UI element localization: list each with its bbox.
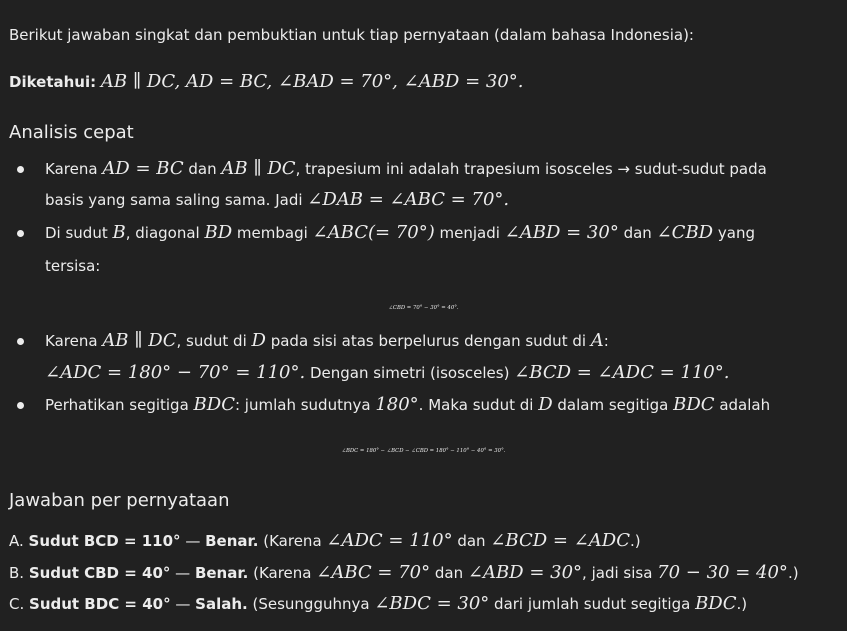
text: , jadi sisa bbox=[582, 564, 658, 582]
answer-b bbox=[9, 562, 799, 584]
analysis-bullet-1 bbox=[45, 158, 767, 180]
text: membagi bbox=[232, 224, 313, 242]
text: dan bbox=[183, 160, 222, 178]
text: dari jumlah sudut segitiga bbox=[489, 595, 696, 613]
text: Perhatikan segitiga bbox=[45, 396, 194, 414]
text: . Maka sudut di bbox=[418, 396, 539, 414]
math: BD bbox=[204, 222, 233, 243]
answer-c bbox=[9, 593, 747, 615]
equation-bdc: ∠BDC = 180° − ∠BCD − ∠CBD = 180° − 110° − 40° = 30°. bbox=[341, 448, 506, 454]
dash: — bbox=[170, 564, 195, 582]
text: , diagonal bbox=[125, 224, 205, 242]
prefix: A. bbox=[9, 532, 29, 550]
text: , sudut di bbox=[176, 332, 252, 350]
math: BDC bbox=[695, 593, 737, 614]
text: .) bbox=[736, 595, 748, 613]
text: (Karena bbox=[248, 564, 317, 582]
given-math: AB ∥ DC, AD = BC, ∠BAD = 70°, ∠ABD = 30°. bbox=[100, 71, 524, 92]
analysis-bullet-3 bbox=[45, 330, 609, 352]
given-line bbox=[9, 71, 524, 93]
bullet-dot bbox=[17, 402, 24, 409]
math: ∠ABD = 30° bbox=[467, 562, 583, 583]
math: BDC bbox=[193, 394, 235, 415]
equation-cbd: ∠CBD = 70° − 30° = 40°. bbox=[388, 305, 459, 311]
text: yang bbox=[713, 224, 755, 242]
text: (Karena bbox=[258, 532, 327, 550]
bullet-dot bbox=[17, 230, 24, 237]
analysis-bullet-2-cont: tersisa: bbox=[45, 257, 101, 275]
math: B bbox=[112, 222, 126, 243]
math: AB ∥ DC bbox=[221, 158, 296, 179]
prefix: C. bbox=[9, 595, 30, 613]
text: dan bbox=[430, 564, 468, 582]
text: adalah bbox=[714, 396, 771, 414]
math: AB ∥ DC bbox=[102, 330, 177, 351]
math: 70 − 30 = 40° bbox=[657, 562, 788, 583]
analysis-bullet-2 bbox=[45, 222, 755, 244]
verdict: Benar. bbox=[194, 564, 249, 582]
text: .) bbox=[630, 532, 641, 550]
text: Karena bbox=[45, 332, 103, 350]
text: (Sesungguhnya bbox=[247, 595, 375, 613]
text: menjadi bbox=[434, 224, 505, 242]
math: ∠ADC = 180° − 70° = 110°. bbox=[45, 362, 306, 383]
text: dan bbox=[618, 224, 657, 242]
math: ∠ABC = 70° bbox=[316, 562, 431, 583]
text: dan bbox=[452, 532, 491, 550]
math: 180° bbox=[375, 394, 419, 415]
statement: Sudut BCD = 110° bbox=[28, 532, 181, 550]
math: ∠BCD = ∠ADC bbox=[490, 530, 631, 551]
prefix: B. bbox=[9, 564, 29, 582]
math: ∠DAB = ∠ABC = 70°. bbox=[307, 189, 510, 210]
verdict: Benar. bbox=[205, 532, 259, 550]
text: : bbox=[603, 332, 609, 350]
analysis-bullet-3-cont bbox=[45, 362, 729, 384]
math: A bbox=[590, 330, 604, 351]
bullet-dot bbox=[17, 166, 24, 173]
text: Di sudut bbox=[45, 224, 113, 242]
answer-a bbox=[9, 530, 641, 552]
statement: Sudut BDC = 40° bbox=[29, 595, 171, 613]
analysis-bullet-4 bbox=[45, 394, 770, 416]
text: : jumlah sudutnya bbox=[234, 396, 376, 414]
analysis-heading: Analisis cepat bbox=[9, 122, 134, 143]
math: AD = BC bbox=[102, 158, 184, 179]
math: ∠ABD = 30° bbox=[504, 222, 619, 243]
text: basis yang sama saling sama. Jadi bbox=[45, 191, 308, 209]
text: pada sisi atas berpelurus dengan sudut di bbox=[265, 332, 591, 350]
answers-heading: Jawaban per pernyataan bbox=[9, 490, 230, 511]
given-label: Diketahui: bbox=[9, 73, 97, 91]
text: Dengan simetri (isosceles) bbox=[305, 364, 515, 382]
math: D bbox=[251, 330, 266, 351]
text: Karena bbox=[45, 160, 103, 178]
intro-text: Berikut jawaban singkat dan pembuktian untuk tiap pernyataan (dalam bahasa Indonesia): bbox=[9, 26, 694, 44]
text: dalam segitiga bbox=[552, 396, 674, 414]
verdict: Salah. bbox=[195, 595, 248, 613]
math: ∠BDC = 30° bbox=[374, 593, 490, 614]
math: ∠BCD = ∠ADC = 110°. bbox=[514, 362, 730, 383]
dash: — bbox=[180, 532, 206, 550]
text: .) bbox=[787, 564, 799, 582]
analysis-bullet-1-cont bbox=[45, 189, 509, 211]
math: D bbox=[538, 394, 553, 415]
dash: — bbox=[170, 595, 196, 613]
math: ∠CBD bbox=[656, 222, 714, 243]
statement: Sudut CBD = 40° bbox=[28, 564, 171, 582]
math: BDC bbox=[673, 394, 715, 415]
bullet-dot bbox=[17, 338, 24, 345]
text: , trapesium ini adalah trapesium isosceles → sudut-sudut pada bbox=[295, 160, 767, 178]
math: ∠ABC(= 70°) bbox=[312, 222, 435, 243]
math: ∠ADC = 110° bbox=[326, 530, 453, 551]
